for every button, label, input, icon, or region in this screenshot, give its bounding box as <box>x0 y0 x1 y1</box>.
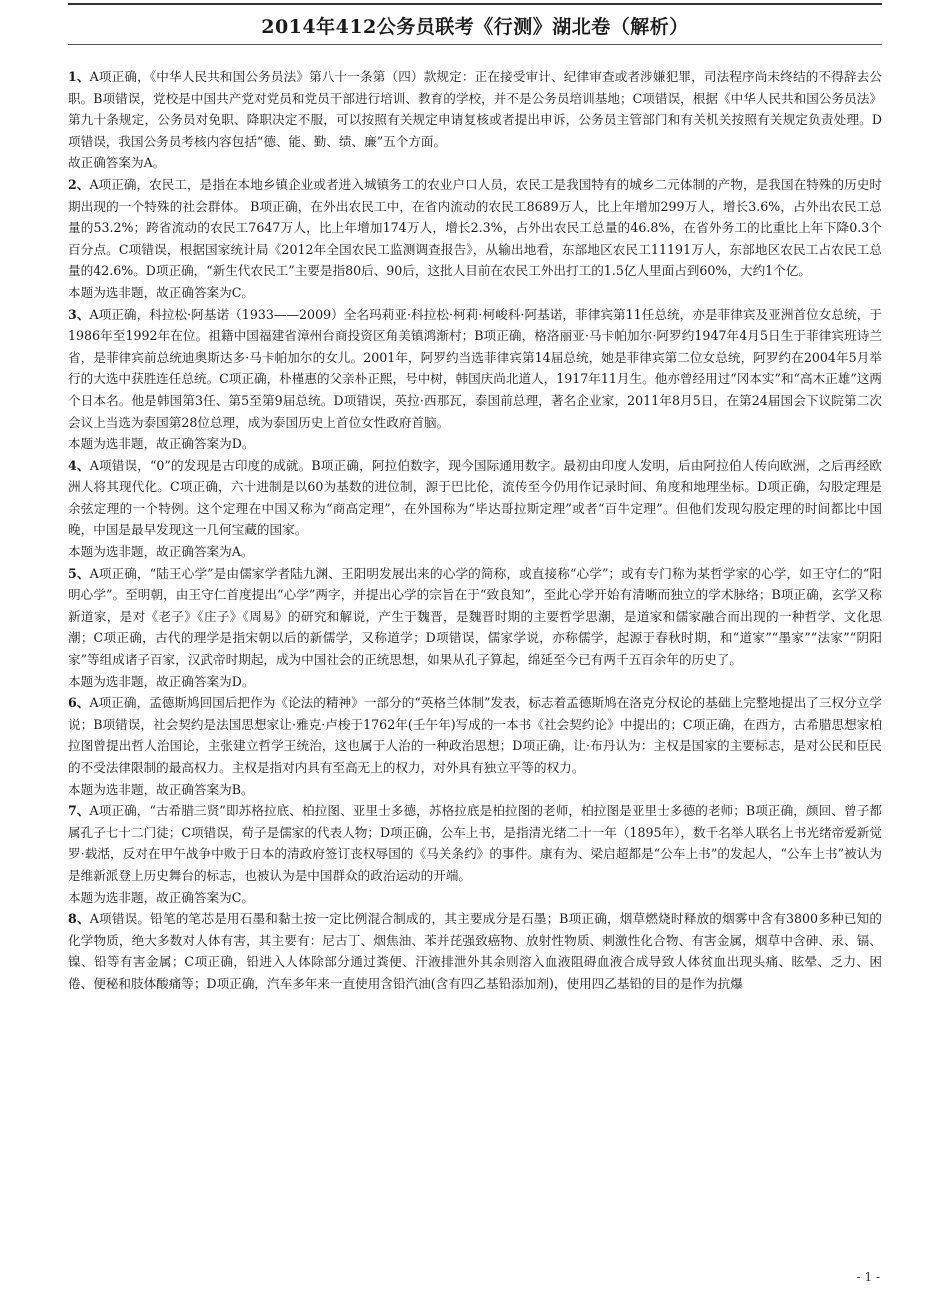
answer-conclusion: 本题为选非题，故正确答案为D。 <box>68 673 255 689</box>
page-title: 2014年412公务员联考《行测》湖北卷（解析） <box>261 16 689 38</box>
answer-conclusion: 故正确答案为A。 <box>68 155 166 171</box>
question-5 <box>68 563 882 693</box>
question-number: 2、 <box>68 176 90 192</box>
question-text: A项正确，农民工，是指在本地乡镇企业或者进入城镇务工的农业户口人员，农民工是我国特有的城乡二元体制的产物，是我国在特殊的历史时期出现的一个特殊的社会群体。 B项正确，在外出农民工中，在省内流动的农民工8689万人，比上年增加299万人，增长3.6%，占外出农民工总量的53.2%；跨省流动的农民工7647万人，比上年增加174万人，增长2.3%，占外出农民工总量的46.8%，在省外务工的比重比上年下降0.3个百分点。C项错误，根据国家统计局《2012年全国农民工监测调查报告》，从输出地看，东部地区农民工11191万人，东部地区农民工占农民工总量的42.6%。D项正确，“新生代农民工”主要是指80后、90后，这批人目前在农民工外出打工的1.5亿人里面占到60%，大约1个亿。 <box>68 176 882 279</box>
answer-conclusion: 本题为选非题，故正确答案为A。 <box>68 544 254 560</box>
question-8 <box>68 908 882 994</box>
question-number: 6、 <box>68 695 90 711</box>
question-explanation <box>68 563 882 671</box>
question-number: 7、 <box>68 803 90 819</box>
question-explanation <box>68 800 882 886</box>
question-7 <box>68 800 882 908</box>
question-text: A项正确，“古希腊三贤”即苏格拉底、柏拉图、亚里士多德，苏格拉底是柏拉图的老师，柏拉图是亚里士多德的老师；B项正确，颜回、曾子都属孔子七十二门徒；C项错误，荀子是儒家的代表人物；D项正确，公车上书，是指清光绪二十一年（1895年），数千名举人联名上书光绪帝爱新觉罗·载湉，反对在甲午战争中败于日本的清政府签订丧权辱国的《马关条约》的事件。康有为、梁启超都是“公车上书”的发起人，“公车上书”被认为是维新派登上历史舞台的标志，也被认为是中国群众的政治运动的开端。 <box>68 803 882 883</box>
question-explanation <box>68 304 882 434</box>
question-number: 4、 <box>68 457 90 473</box>
question-number: 8、 <box>68 911 90 927</box>
question-text: A项错误。铅笔的笔芯是用石墨和黏土按一定比例混合制成的，其主要成分是石墨；B项正确，烟草燃烧时释放的烟雾中含有3800多种已知的化学物质，绝大多数对人体有害，其主要有：尼古丁、烟焦油、苯并芘强致癌物、放射性物质、刺激性化合物、有害金属，烟草中含砷、汞、镉、镍、铅等有害金属；C项正确，铅进入人体除部分通过粪便、汗液排泄外其余则溶入血液阻碍血液合成导致人体贫血出现头痛、眩晕、乏力、困倦、便秘和肢体酸痛等；D项正确，汽车多年来一直使用含铅汽油(含有四乙基铅添加剂)，使用四乙基铅的目的是作为抗爆 <box>68 911 882 991</box>
question-2 <box>68 174 882 304</box>
answer-conclusion: 本题为选非题，故正确答案为C。 <box>68 284 254 300</box>
question-number: 3、 <box>68 306 90 322</box>
question-number: 5、 <box>68 565 90 581</box>
question-6 <box>68 692 882 800</box>
question-number: 1、 <box>68 69 90 84</box>
question-text: A项正确，《中华人民共和国公务员法》第八十一条第（四）款规定：正在接受审计、纪律审查或者涉嫌犯罪，司法程序尚未终结的不得辞去公职。B项错误，党校是中国共产党对党员和党员干部进行培训、教育的学校，并不是公务员培训基地；C项错误，根据《中华人民共和国公务员法》第九十条规定，公务员对免职、降职决定不服，可以按照有关规定申请复核或者提出申诉，公务员主管部门和有关机关按照有关规定负责处理。D项错误，我国公务员考核内容包括“德、能、勤、绩、廉”五个方面。 <box>68 69 882 149</box>
question-4 <box>68 455 882 563</box>
question-text: A项错误，“0”的发现是古印度的成就。B项正确，阿拉伯数字，现今国际通用数字。最初由印度人发明，后由阿拉伯人传向欧洲，之后再经欧洲人将其现代化。C项正确，六十进制是以60为基数的进位制，源于巴比伦，流传至今仍用作记录时间、角度和地理坐标。D项正确，勾股定理是余弦定理的一个特例。这个定理在中国又称为“商高定理”，在外国称为“毕达哥拉斯定理”或者“百牛定理”。但他们发现勾股定理的时间都比中国晚，中国是最早发现这一几何宝藏的国家。 <box>68 457 882 538</box>
header-top-rule <box>68 3 882 5</box>
answer-conclusion: 本题为选非题，故正确答案为C。 <box>68 889 254 905</box>
question-1 <box>68 66 882 174</box>
question-explanation <box>68 908 882 994</box>
question-explanation <box>68 692 882 778</box>
answer-conclusion: 本题为选非题，故正确答案为D。 <box>68 436 255 452</box>
answer-conclusion: 本题为选非题，故正确答案为B。 <box>68 781 254 797</box>
question-text: A项正确，孟德斯鸠回国后把作为《论法的精神》一部分的“英格兰体制”发表，标志着孟德斯鸠在洛克分权论的基础上完整地提出了三权分立学说；B项错误，社会契约是法国思想家让·雅克·卢梭于1762年(壬午年)写成的一本书《社会契约论》中提出的；C项正确，在西方，古希腊思想家柏拉图曾提出哲人治国论，主张建立哲学王统治，这也属于人治的一种政治思想；D项正确，让·布丹认为：主权是国家的主要标志，是对公民和臣民的不受法律限制的最高权力。主权是指对内具有至高无上的权力，对外具有独立平等的权力。 <box>68 695 882 775</box>
page-number: - 1 - <box>856 1270 880 1284</box>
question-3 <box>68 304 882 455</box>
question-explanation <box>68 66 882 152</box>
title-divider <box>68 44 882 45</box>
answer-explanations <box>68 66 882 995</box>
question-explanation <box>68 455 882 541</box>
question-explanation <box>68 174 882 282</box>
question-text: A项正确，“陆王心学”是由儒家学者陆九渊、王阳明发展出来的心学的简称，或直接称“心学”；或有专门称为某哲学家的心学，如王守仁的“阳明心学”。至明朝，由王守仁首度提出“心学”两字，并提出心学的宗旨在于“致良知”，至此心学开始有清晰而独立的学术脉络；B项正确，玄学又称新道家，是对《老子》《庄子》《周易》的研究和解说，产生于魏晋，是魏晋时期的主要哲学思潮，是道家和儒家融合而出现的一种哲学、文化思潮；C项正确，古代的理学是指宋朝以后的新儒学，又称道学；D项错误，儒家学说，亦称儒学，起源于春秋时期，和“道家”“墨家”“法家”“阴阳家”等组成诸子百家，汉武帝时期起，成为中国社会的正统思想，如果从孔子算起，绵延至今已有两千五百余年的历史了。 <box>68 565 882 668</box>
question-text: A项正确，科拉松·阿基诺（1933——2009）全名玛莉亚·科拉松·柯莉·柯峻科·阿基诺，菲律宾第11任总统，亦是菲律宾及亚洲首位女总统，于1986年至1992年在位。祖籍中国福建省漳州台商投资区角美镇鸿渐村；B项正确，格洛丽亚·马卡帕加尔·阿罗约1947年4月5日生于菲律宾班诗兰省，是菲律宾前总统迪奥斯达多·马卡帕加尔的女儿。2001年，阿罗约当选菲律宾第14届总统，她是菲律宾第二位女总统，阿罗约在2004年5月举行的大选中获胜连任总统。C项正确，朴槿惠的父亲朴正熙，号中树，韩国庆尚北道人，1917年11月生。他亦曾经用过“冈本实”和“高木正雄”这两个日本名。他是韩国第3任、第5至第9届总统。D项错误，英拉·西那瓦，泰国前总理，著名企业家，2011年8月5日，在第24届国会下议院第二次会议上当选为泰国第28位总理，成为泰国历史上首位女性政府首脑。 <box>68 306 882 430</box>
